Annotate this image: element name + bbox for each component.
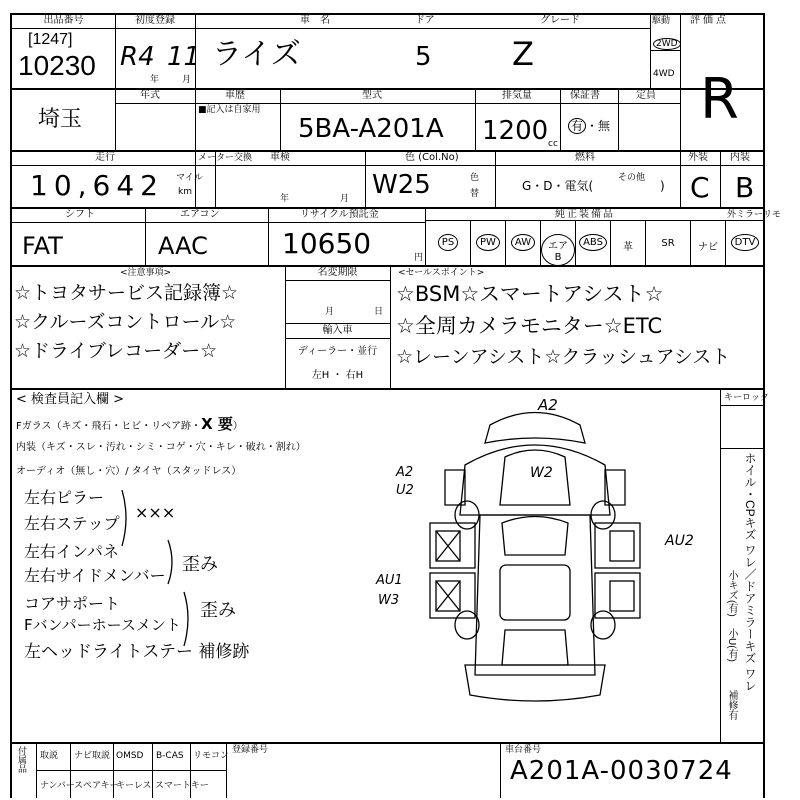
accessories-label: 付属品 <box>17 746 27 773</box>
first-reg-label: 初度登録 <box>135 15 175 26</box>
diagram-mark-left-b: U2 <box>396 483 414 498</box>
glass-line: Fガラス（キズ・飛石・ヒビ・リペア跡・X 要） <box>16 415 243 433</box>
equipment-aw: AW <box>506 234 540 251</box>
footer-keyless: キーレス <box>116 781 152 791</box>
score-label: 評価点 <box>690 15 729 26</box>
equipment-leather: 革 <box>623 242 633 253</box>
displacement: 1200 <box>482 116 549 146</box>
color-side-1: 色 <box>470 173 480 183</box>
fuel-close: ) <box>660 179 665 193</box>
grade-label: グレード <box>540 15 580 26</box>
fuel-options: G・D・電気( <box>522 179 594 193</box>
meter-note: マイル <box>176 173 203 183</box>
aircon-label: エアコン <box>180 209 220 220</box>
diagram-mark-top: A2 <box>538 396 558 414</box>
interior-label: 内装 <box>730 152 750 163</box>
exterior-label: 外装 <box>688 152 708 163</box>
warranty-label: 保証書 <box>570 90 600 101</box>
history-note: ■記入は自家用 <box>198 105 261 115</box>
history-label: 車歴 <box>225 90 245 101</box>
score: R <box>700 67 739 132</box>
inspector-note-4: 左右サイドメンバー <box>24 566 166 585</box>
caution-label: <注意事項> <box>120 268 172 278</box>
aircon: AAC <box>158 232 208 260</box>
caution-line-2: ☆クルーズコントロール☆ <box>14 311 237 333</box>
diagram-mark-right: AU2 <box>665 533 694 549</box>
caution-line-3: ☆ドライブレコーダー☆ <box>14 340 218 362</box>
cc-unit: cc <box>548 139 558 149</box>
yen-unit: 円 <box>414 253 424 263</box>
displacement-label: 排気量 <box>502 90 532 101</box>
sales-points-label: <セールスポイント> <box>398 268 485 278</box>
first-reg-year: R4 <box>120 42 155 72</box>
inspector-note-5: コアサポート <box>24 594 121 613</box>
inspector-note-7: 左ヘッドライトステー 補修跡 <box>24 642 250 662</box>
footer-number: ナンバー <box>40 781 75 791</box>
side-vertical-sub2: 小U(有) <box>726 628 737 662</box>
caution-line-1: ☆トヨタサービス記録簿☆ <box>14 282 239 304</box>
inspector-title: < 検査員記入欄 > <box>16 392 125 407</box>
interior-grade: B <box>735 171 755 204</box>
equipment-abs: ABS <box>576 234 610 251</box>
doors-label: ドア <box>415 15 435 26</box>
capacity-label: 定員 <box>636 90 656 101</box>
inspection-label: 車検 <box>270 152 290 163</box>
name-change-day: 日 <box>374 307 384 317</box>
bracket-marks <box>112 488 232 668</box>
footer-manual: 取説 <box>40 751 59 761</box>
inspector-note-2: 左右ステップ <box>24 514 120 533</box>
inspector-note-3: 左右インパネ <box>24 542 119 561</box>
footer-spare-key: スペアキー <box>74 781 119 791</box>
mileage-label: 走行 <box>95 152 115 163</box>
mark-xx: ××× <box>135 503 176 522</box>
sales-line-3: ☆レーンアシスト☆クラッシュアシスト <box>396 346 731 368</box>
meter-ex-label: メーター交換 <box>198 153 253 163</box>
equipment-ps: PS <box>428 234 468 251</box>
doors: 5 <box>415 42 432 72</box>
region: 埼玉 <box>38 106 83 131</box>
shift-label: シフト <box>65 209 95 220</box>
first-reg-month-unit: 月 <box>182 75 192 85</box>
diagram-mark-left-c: AU1 <box>376 573 403 588</box>
lot-number: 10230 <box>18 50 96 81</box>
equipment-airbag: エアB <box>541 234 575 266</box>
equipment-navi: ナビ <box>698 242 718 253</box>
recycle-fee: 10650 <box>282 227 372 260</box>
side-vertical-main: ホイル・CPキズ ワレ／ドアミラーキズ ワレ <box>743 452 757 692</box>
diagram-mark-left-a: A2 <box>396 465 414 480</box>
exterior-grade: C <box>690 171 710 204</box>
steering-label: 左H ・ 右H <box>311 370 364 381</box>
footer-smart-key: スマートキー <box>155 781 209 791</box>
dealer-label: ディーラー・並行 <box>297 346 378 357</box>
first-reg-year-unit: 年 <box>150 75 160 85</box>
inspection-year-unit: 年 <box>280 194 290 204</box>
warranty-options: 有 ・無 <box>568 120 610 132</box>
equipment-pw: PW <box>471 234 505 251</box>
drive-2wd: 2WD <box>653 38 681 50</box>
fuel-label: 燃料 <box>575 152 595 163</box>
model-year-label: 年式 <box>140 90 160 101</box>
equipment-sr: SR <box>661 238 675 249</box>
footer-navi: ナビ取説 <box>74 751 111 761</box>
first-reg-month: 11 <box>167 42 201 72</box>
name-change-label: 名変期限 <box>317 267 358 278</box>
footer-bcas: B-CAS <box>156 751 184 761</box>
footer-om: OMSD <box>116 751 144 761</box>
drive-4wd: 4WD <box>653 69 675 79</box>
sales-line-1: ☆BSM☆スマートアシスト☆ <box>396 282 664 306</box>
diagram-mark-hood: W2 <box>530 465 553 481</box>
interior-line: 内装（キズ・スレ・汚れ・シミ・コゲ・穴・キレ・破れ・割れ） <box>16 442 306 453</box>
mileage: 10,642 <box>30 169 164 202</box>
side-vertical-sub3: 補修有 <box>726 690 737 720</box>
equipment-dtv: DTV <box>726 234 764 251</box>
km-unit: km <box>178 187 192 197</box>
shift: FAT <box>22 232 63 260</box>
mark-distort-2: 歪み <box>200 600 236 621</box>
type-label: 型式 <box>362 90 382 101</box>
mark-distort-1: 歪み <box>182 554 218 575</box>
keylock-label: キーロック <box>724 393 769 403</box>
car-damage-diagram <box>420 395 650 715</box>
import-label: 輸入車 <box>322 325 353 336</box>
side-vertical-sub1: 小キズ(有) <box>726 570 737 617</box>
color-side-2: 替 <box>470 189 480 199</box>
footer-rec-no: 登録番号 <box>232 745 269 755</box>
inspection-month-unit: 月 <box>340 194 350 204</box>
lot-no-label: 出品番号 <box>43 15 84 26</box>
color-label: 色 (Col.No) <box>405 152 459 163</box>
grade: Z <box>512 35 534 73</box>
recycle-label: リサイクル預託金 <box>300 209 379 220</box>
lot-bracket: [1247] <box>28 31 73 48</box>
audio-line: オーディオ（無し・穴）/ タイヤ（スタッドレス） <box>16 466 242 477</box>
wide-note: 外ミラーリモ <box>727 210 782 220</box>
sales-line-2: ☆全周カメラモニター☆ETC <box>396 314 663 338</box>
color-code: W25 <box>372 170 431 200</box>
type-code: 5BA-A201A <box>298 114 444 144</box>
drive-label: 駆動 <box>652 16 671 26</box>
diagram-mark-left-d: W3 <box>378 593 400 608</box>
chassis-label: 車台番号 <box>505 745 542 755</box>
inspector-note-1: 左右ピラー <box>24 488 105 507</box>
car-name-label: 車 名 <box>300 15 330 26</box>
inspector-note-6: Fバンパーホースメント <box>24 616 181 634</box>
car-name: ライズ <box>212 37 301 72</box>
chassis-no: A201A-0030724 <box>510 756 733 786</box>
name-change-month: 月 <box>325 307 335 317</box>
fuel-other: その他 <box>618 173 646 183</box>
equipment-label: 純正装備品 <box>555 209 615 220</box>
footer-remocon: リモコン <box>193 751 230 761</box>
